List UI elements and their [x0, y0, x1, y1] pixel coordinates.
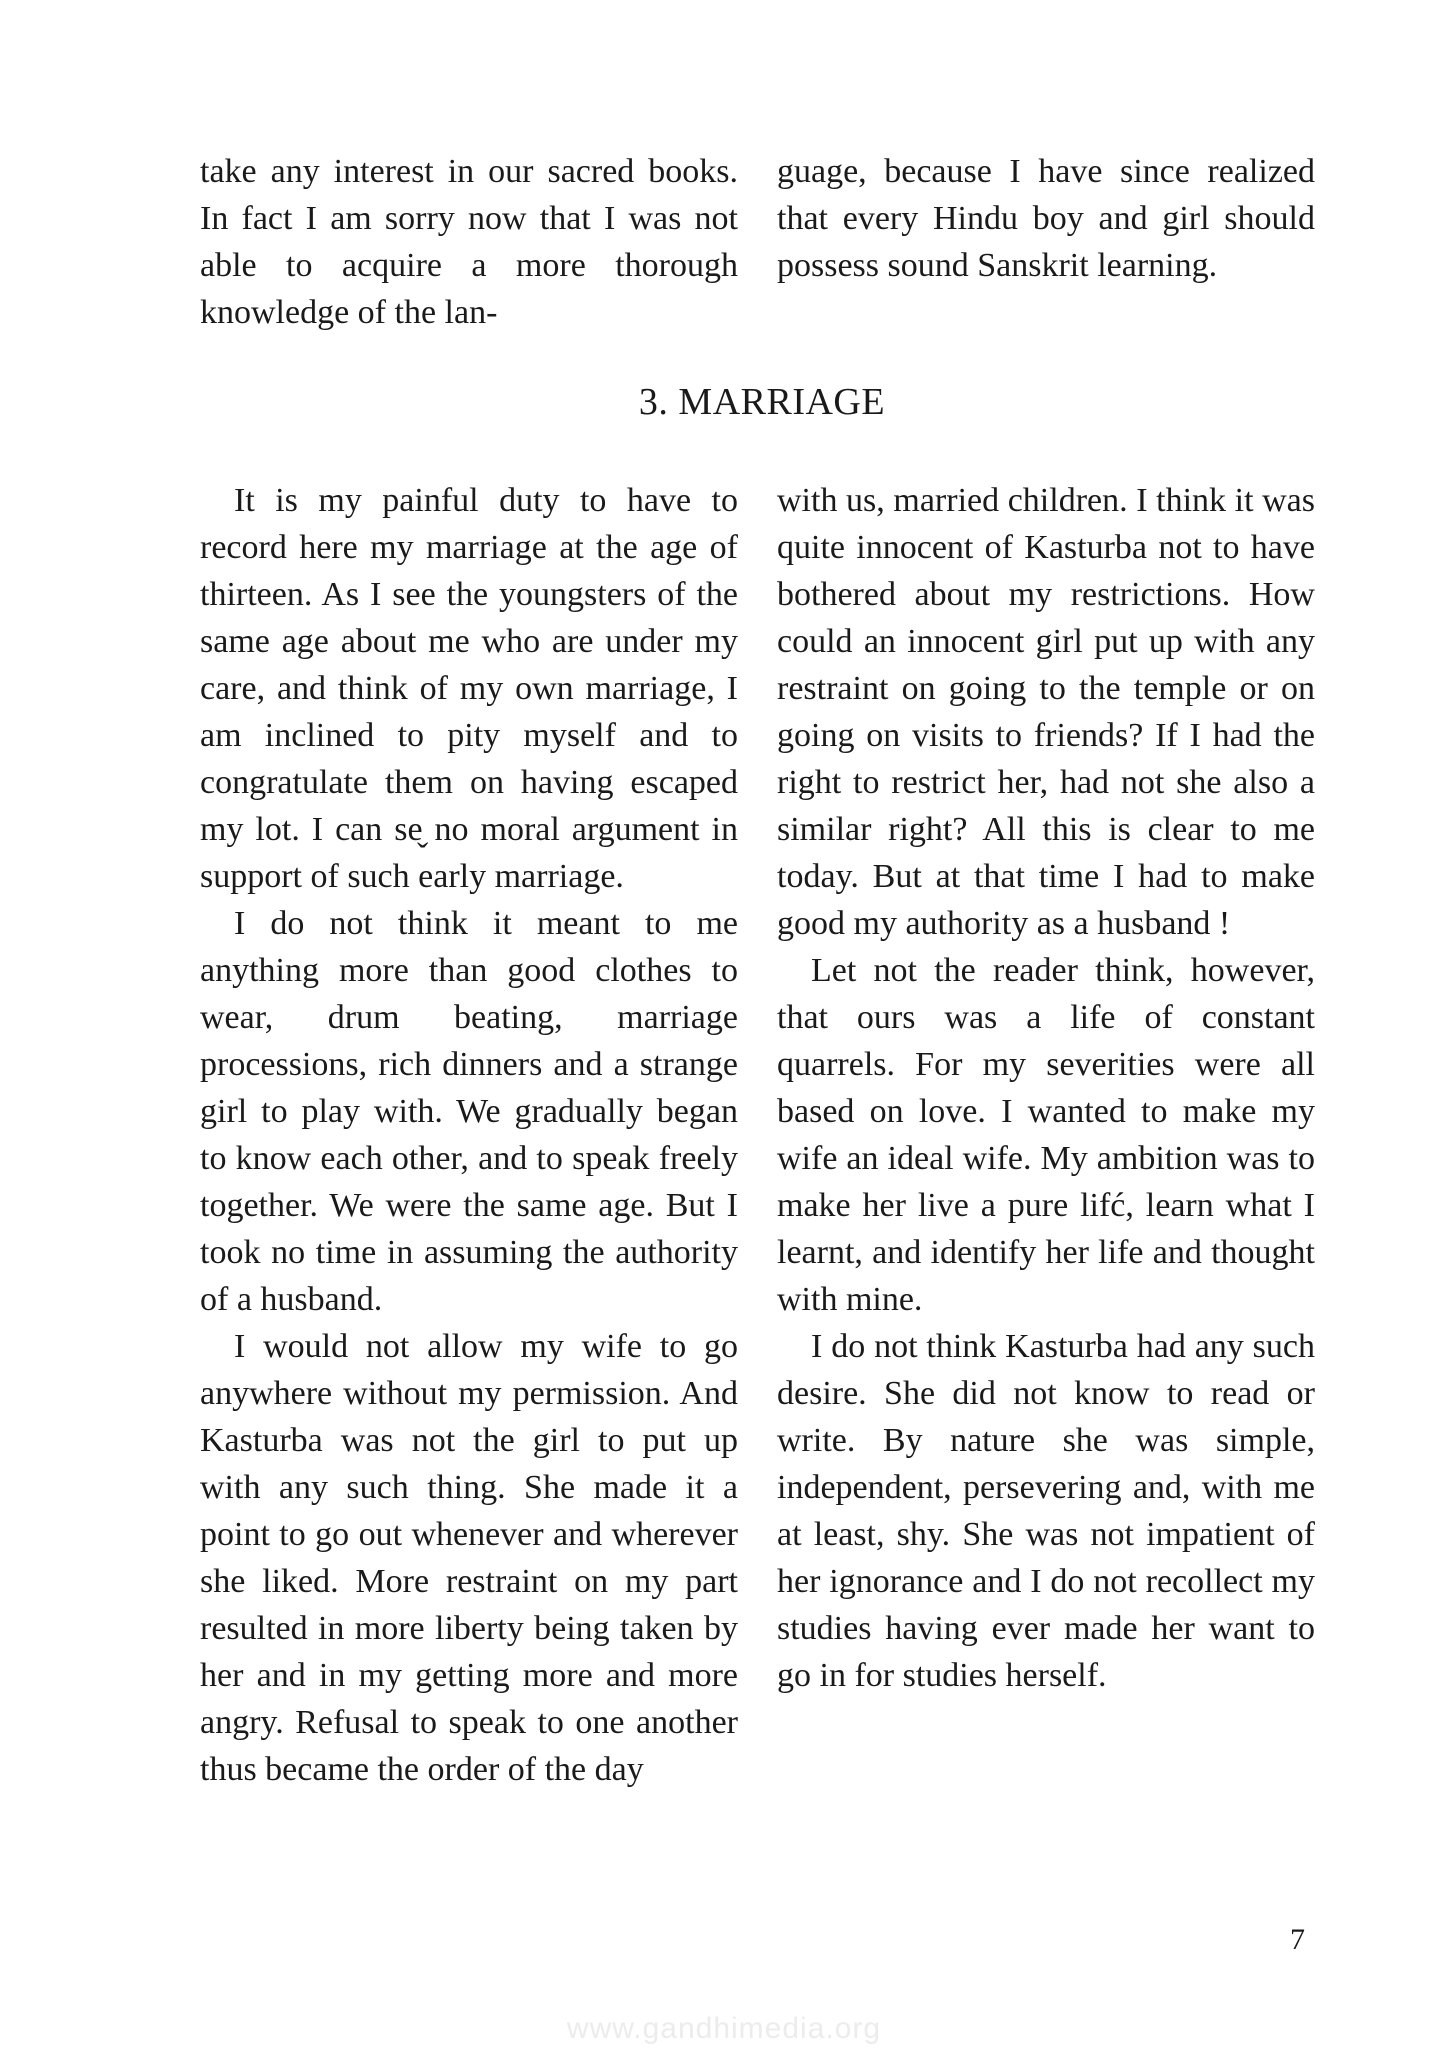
- main-left-column: [200, 477, 738, 1793]
- paragraph: Let not the reader think, however, that ours was a life of constant quarrels. For my severities were all based on love. I wanted to make my wife an ideal wife. My ambition was to make her live a pure lifć, learn what I learnt, and identify her life and thought with mine.: [777, 952, 1315, 1318]
- watermark-text: www.gandhimedia.org: [566, 2012, 882, 2045]
- paragraph: with us, married children. I think it was quite innocent of Kasturba not to have bothered about my restrictions. How could an innocent girl put up with any restraint on going to the temple or on going on visits to friends? If I had the right to restrict her, had not she also a similar right? All this is clear to me today. But at that time I had to make good my authority as a husband !: [777, 482, 1315, 942]
- top-left-text: take any interest in our sacred books. In fact I am sorry now that I was not able to acquire a more thorough knowledge of the lan-: [200, 153, 738, 331]
- top-right-column: [777, 148, 1315, 289]
- paragraph: I do not think it meant to me anything more than good clothes to wear, drum beating, marriage processions, rich dinners and a strange girl to play with. We gradually began to know each other, and to speak freely together. We were the same age. But I took no time in assuming the authority of a husband.: [200, 905, 738, 1318]
- main-right-column: [777, 477, 1315, 1699]
- paragraph: It is my painful duty to have to record here my marriage at the age of thirteen. As I see the youngsters of the same age about me who are under my care, and think of my own marriage, I am inclined to pity myself and to congratulate them on having escaped my lot. I can se̬ no moral argument in support of such early marriage.: [200, 482, 738, 895]
- chapter-title: 3. MARRIAGE: [638, 381, 886, 423]
- top-right-text: guage, because I have since realized that every Hindu boy and girl should possess sound Sanskrit learning.: [777, 153, 1315, 284]
- page-number: 7: [1290, 1923, 1305, 1956]
- paragraph: I do not think Kasturba had any such desire. She did not know to read or write. By nature she was simple, independent, persevering and, with me at least, shy. She was not impatient of her ignorance and I do not recollect my studies having ever made her want to go in for studies herself.: [777, 1328, 1315, 1694]
- paragraph: I would not allow my wife to go anywhere without my permission. And Kasturba was not the girl to put up with any such thing. She made it a point to go out whenever and wherever she liked. More restraint on my part resulted in more liberty being taken by her and in my getting more and more angry. Refusal to speak to one another thus became the order of the day: [200, 1328, 738, 1788]
- chapter-heading: [0, 378, 1448, 426]
- top-left-column: [200, 148, 738, 336]
